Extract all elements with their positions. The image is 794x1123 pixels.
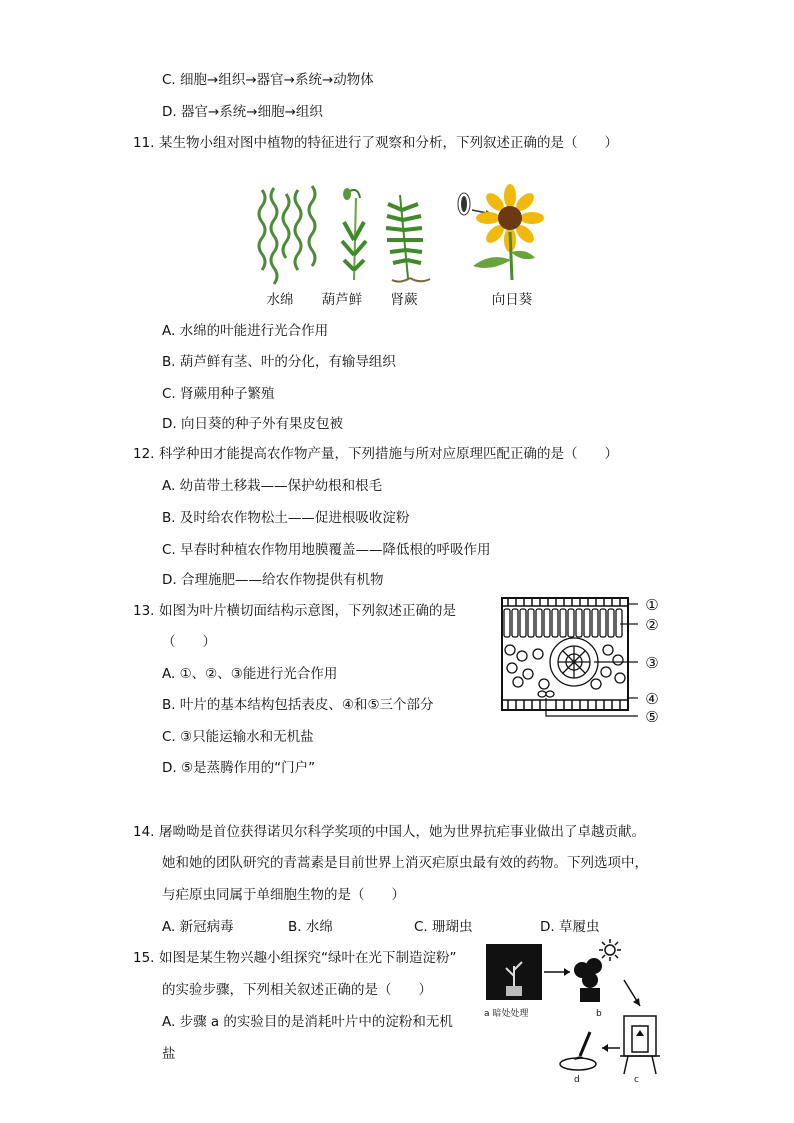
- marker-5: ⑤: [645, 708, 659, 726]
- step-a-label: a 暗处处理: [484, 1009, 529, 1019]
- q14-stem-line2: 她和她的团队研究的青蒿素是目前世界上消灭疟原虫最有效的药物。下列选项中，: [162, 855, 648, 871]
- label-moss: 葫芦鲜: [321, 292, 363, 308]
- label-spirogyra: 水绵: [266, 292, 294, 308]
- q13-option-c: C. ③只能运输水和无机盐: [162, 729, 314, 745]
- q12-option-b: B. 及时给农作物松土——促进根吸收淀粉: [162, 510, 410, 526]
- q15-stem-line2: 的实验步骤，下列相关叙述正确的是（ ）: [162, 982, 432, 998]
- fern-illustration: [386, 195, 430, 282]
- leaf-cross-section-figure: [498, 594, 668, 726]
- sunflower-illustration: [458, 184, 544, 280]
- q15-stem-line1: 15. 如图是某生物兴趣小组探究“绿叶在光下制造淀粉”: [133, 950, 457, 966]
- q13-stem-paren: （ ）: [162, 634, 216, 650]
- q13-stem: 13. 如图为叶片横切面结构示意图，下列叙述正确的是: [133, 603, 456, 619]
- step-b-label: b: [596, 1009, 602, 1019]
- q11-option-d: D. 向日葵的种子外有果皮包被: [162, 416, 343, 432]
- q12-stem: 12. 科学种田才能提高农作物产量，下列措施与所对应原理匹配正确的是（ ）: [133, 446, 618, 462]
- step-d-label: d: [574, 1075, 580, 1085]
- starch-experiment-figure: [478, 936, 668, 1086]
- q13-option-a: A. ①、②、③能进行光合作用: [162, 666, 338, 682]
- q14-option-d: D. 草履虫: [540, 919, 600, 935]
- q12-option-d: D. 合理施肥——给农作物提供有机物: [162, 572, 384, 588]
- step-c-label: c: [634, 1075, 639, 1085]
- q11-plants-figure: [240, 180, 550, 310]
- q14-option-c: C. 珊瑚虫: [414, 919, 473, 935]
- q12-option-a: A. 幼苗带土移栽——保护幼根和根毛: [162, 478, 383, 494]
- q15-option-a-line1: A. 步骤 a 的实验目的是消耗叶片中的淀粉和无机: [162, 1014, 453, 1030]
- q14-option-a: A. 新冠病毒: [162, 919, 234, 935]
- q15-option-a-line2: 盐: [162, 1046, 176, 1062]
- q11-option-a: A. 水绵的叶能进行光合作用: [162, 323, 329, 339]
- marker-3: ③: [645, 654, 659, 672]
- marker-4: ④: [645, 690, 659, 708]
- q13-option-b: B. 叶片的基本结构包括表皮、④和⑤三个部分: [162, 697, 434, 713]
- q13-option-d: D. ⑤是蒸腾作用的“门户”: [162, 760, 316, 776]
- label-sunflower: 向日葵: [491, 292, 533, 308]
- marker-1: ①: [645, 596, 659, 614]
- q10-option-d: D. 器官→系统→细胞→组织: [162, 104, 323, 120]
- q11-option-b: B. 葫芦鲜有茎、叶的分化，有输导组织: [162, 354, 396, 370]
- q11-stem: 11. 某生物小组对图中植物的特征进行了观察和分析，下列叙述正确的是（ ）: [133, 135, 618, 151]
- q11-option-c: C. 肾蕨用种子繁殖: [162, 386, 275, 402]
- q14-stem-line1: 14. 屠呦呦是首位获得诺贝尔科学奖项的中国人，她为世界抗疟事业做出了卓越贡献。: [133, 824, 645, 840]
- sun-icon: [599, 939, 621, 961]
- q10-option-c: C. 细胞→组织→器官→系统→动物体: [162, 72, 374, 88]
- q12-option-c: C. 早春时种植农作物用地膜覆盖——降低根的呼吸作用: [162, 542, 491, 558]
- q14-option-b: B. 水绵: [288, 919, 333, 935]
- marker-2: ②: [645, 616, 659, 634]
- q14-stem-line3: 与疟原虫同属于单细胞生物的是（ ）: [162, 887, 405, 903]
- spirogyra-illustration: [259, 186, 315, 284]
- label-fern: 肾蕨: [390, 292, 418, 308]
- moss-illustration: [342, 188, 366, 280]
